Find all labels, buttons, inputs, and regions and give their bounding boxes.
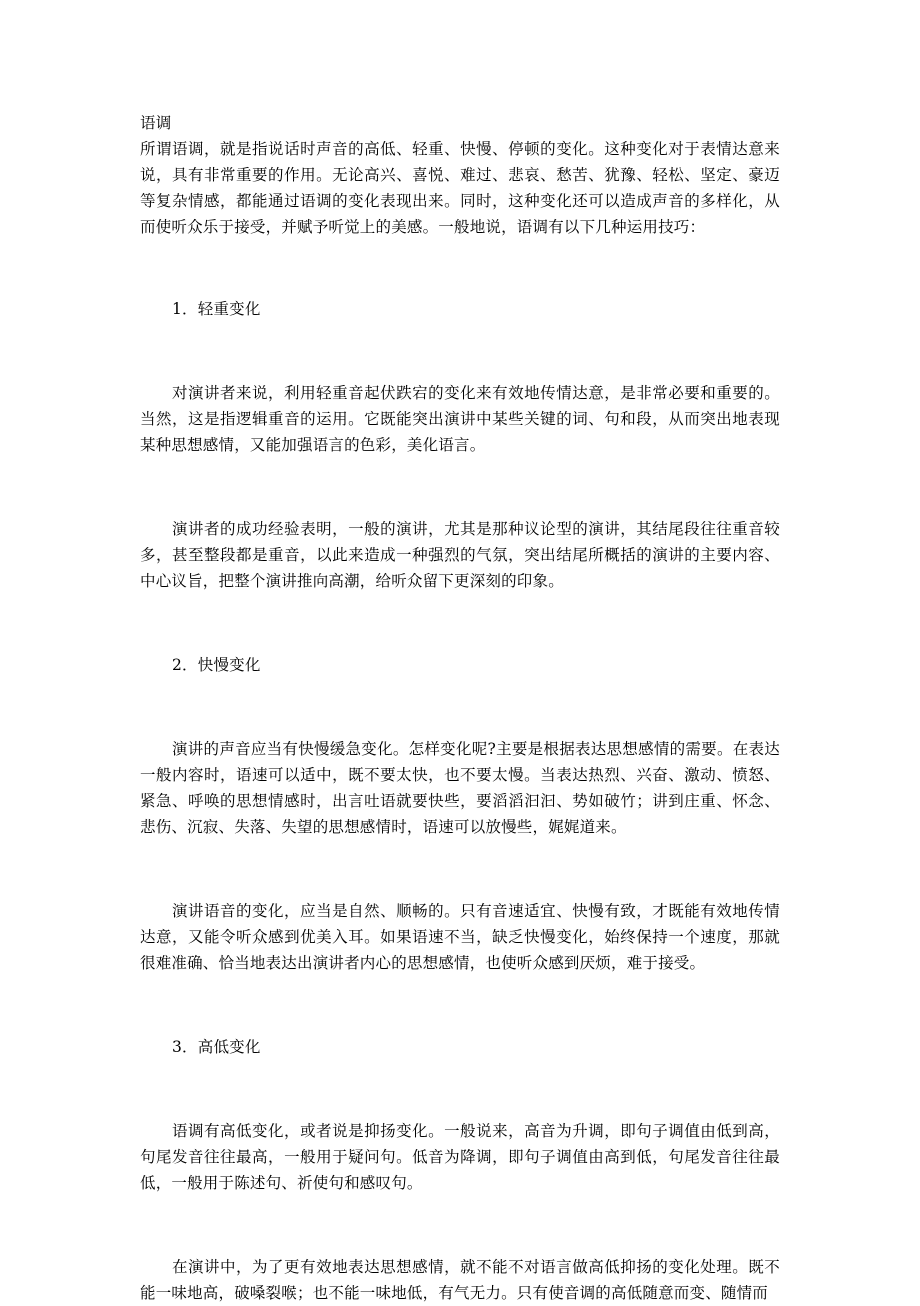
document-body [140,110,780,1306]
section-1-paragraph-1: 对演讲者来说，利用轻重音起伏跌宕的变化来有效地传情达意，是非常必要和重要的。当然，这是指逻辑重音的运用。它既能突出演讲中某些关键的词、句和段，从而突出地表现某种思想感情，又能加强语言的色彩，美化语言。 [140,384,780,454]
section-2-paragraph-2: 演讲语音的变化，应当是自然、顺畅的。只有音速适宜、快慢有致，才既能有效地传情达意，又能令听众感到优美入耳。如果语速不当，缺乏快慢变化，始终保持一个速度，那就很难准确、恰当地表达出演讲者内心的思想感情，也使听众感到厌烦，难于接受。 [140,902,780,972]
section-1-paragraph-2: 演讲者的成功经验表明，一般的演讲，尤其是那种议论型的演讲，其结尾段往往重音较多，甚至整段都是重音，以此来造成一种强烈的气氛，突出结尾所概括的演讲的主要内容、中心议旨，把整个演讲推向高潮，给听众留下更深刻的印象。 [140,520,780,590]
intro-paragraph: 所谓语调，就是指说话时声音的高低、轻重、快慢、停顿的变化。这种变化对于表情达意来说，具有非常重要的作用。无论高兴、喜悦、难过、悲哀、愁苦、犹豫、轻松、坚定、豪迈等复杂情感，都能通过语调的变化表现出来。同时，这种变化还可以造成声音的多样化，从而使听众乐于接受，并赋予听觉上的美感。一般地说，语调有以下几种运用技巧： [140,140,780,236]
section-3-paragraph-2: 在演讲中，为了更有效地表达思想感情，就不能不对语言做高低抑扬的变化处理。既不能一味地高，破嗓裂喉；也不能一味地低，有气无力。只有使音调的高低随意而变、随情而 [140,1258,780,1302]
section-2-paragraph-1: 演讲的声音应当有快慢缓急变化。怎样变化呢?主要是根据表达思想感情的需要。在表达一般内容时，语速可以适中，既不要太快，也不要太慢。当表达热烈、兴奋、激动、愤怒、紧急、呼唤的思想情感时，出言吐语就要快些，要滔滔汩汩、势如破竹；讲到庄重、怀念、悲伤、沉寂、失落、失望的思想感情时，语速可以放慢些，娓娓道来。 [140,740,780,836]
section-heading-2: 2．快慢变化 [172,656,261,674]
section-heading-3: 3．高低变化 [172,1038,261,1056]
document-title: 语调 [140,114,172,132]
section-3-paragraph-1: 语调有高低变化，或者说是抑扬变化。一般说来，高音为升调，即句子调值由低到高，句尾发音往往最高，一般用于疑问句。低音为降调，即句子调值由高到低，句尾发音往往最低，一般用于陈述句、祈使句和感叹句。 [140,1122,780,1192]
section-heading-1: 1．轻重变化 [172,300,261,318]
